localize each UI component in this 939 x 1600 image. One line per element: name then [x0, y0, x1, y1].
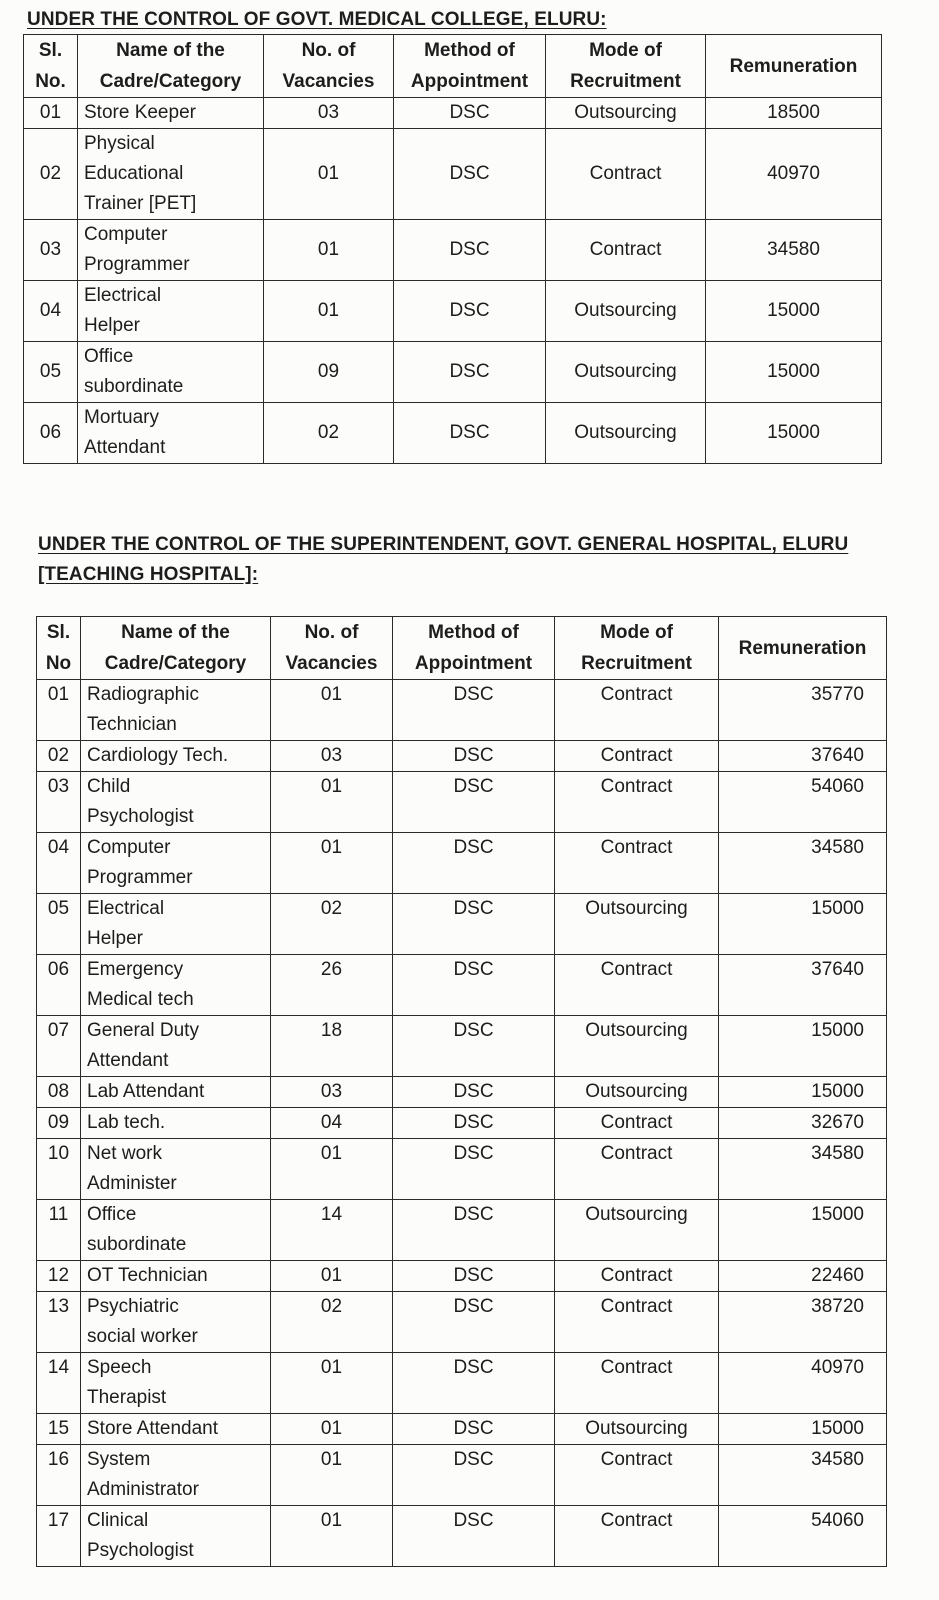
vacancies-cell: 03	[264, 98, 394, 129]
method-cell: DSC	[393, 1414, 555, 1445]
sl-cell: 13	[37, 1292, 81, 1353]
sl-cell: 15	[37, 1414, 81, 1445]
mode-cell: Outsourcing	[546, 403, 706, 464]
method-cell: DSC	[393, 1108, 555, 1139]
method-cell: DSC	[393, 741, 555, 772]
name-line: Emergency	[87, 959, 184, 980]
vacancies-cell: 02	[264, 403, 394, 464]
name-line: Administrator	[87, 1479, 199, 1500]
table-row	[37, 680, 887, 741]
table-row	[37, 1414, 887, 1445]
method-header-line: Method of	[428, 622, 519, 643]
sl-cell: 09	[37, 1108, 81, 1139]
name-line: subordinate	[84, 376, 184, 397]
remuneration-cell: 15000	[719, 894, 887, 955]
mode-header	[546, 35, 706, 98]
remuneration-cell: 15000	[719, 1200, 887, 1261]
name-line: Administer	[87, 1173, 177, 1194]
name-cell	[81, 1292, 271, 1353]
method-cell: DSC	[393, 1292, 555, 1353]
remuneration-cell: 37640	[719, 741, 887, 772]
remuneration-cell: 32670	[719, 1108, 887, 1139]
name-line: General Duty	[87, 1020, 199, 1041]
remuneration-cell: 38720	[719, 1292, 887, 1353]
remuneration-header	[706, 35, 882, 98]
table-row	[37, 1139, 887, 1200]
name-line: Psychologist	[87, 806, 194, 827]
vacancies-header	[271, 617, 393, 680]
vacancies-header-line: Vacancies	[285, 653, 378, 674]
name-header-line: Cadre/Category	[99, 71, 242, 92]
name-line: Lab Attendant	[87, 1081, 205, 1102]
name-line: Clinical	[87, 1510, 149, 1531]
mode-cell: Contract	[555, 955, 719, 1016]
name-cell	[81, 894, 271, 955]
method-cell: DSC	[393, 1506, 555, 1567]
vacancies-cell: 01	[264, 281, 394, 342]
sl-cell: 03	[37, 772, 81, 833]
name-line: Electrical	[87, 898, 165, 919]
mode-header-line: Mode of	[589, 40, 662, 61]
remuneration-cell: 15000	[706, 281, 882, 342]
vacancies-cell: 01	[264, 129, 394, 220]
name-line: Cardiology Tech.	[87, 745, 229, 766]
method-cell: DSC	[393, 1139, 555, 1200]
table-row	[37, 1016, 887, 1077]
name-line: Radiographic	[87, 684, 199, 705]
table-row	[24, 129, 882, 220]
mode-cell: Outsourcing	[546, 342, 706, 403]
mode-cell: Contract	[555, 741, 719, 772]
remuneration-header-text: Remuneration	[729, 55, 858, 77]
name-line: Attendant	[87, 1050, 169, 1071]
name-line: Technician	[87, 714, 177, 735]
vacancies-cell: 01	[264, 220, 394, 281]
table-row	[37, 772, 887, 833]
name-line: Lab tech.	[87, 1112, 166, 1133]
vacancies-header-line: No. of	[301, 40, 356, 61]
table-row	[37, 955, 887, 1016]
section2-heading-line2: [TEACHING HOSPITAL]:	[38, 564, 259, 585]
header-row	[37, 617, 887, 680]
method-cell: DSC	[394, 98, 546, 129]
name-line: Helper	[87, 928, 143, 949]
name-line: Office	[84, 346, 134, 367]
method-header	[393, 617, 555, 680]
mode-header-line: Recruitment	[581, 653, 692, 674]
vacancies-cell: 02	[271, 894, 393, 955]
name-cell	[78, 342, 264, 403]
name-line: social worker	[87, 1326, 198, 1347]
name-cell	[81, 1414, 271, 1445]
mode-cell: Outsourcing	[555, 1077, 719, 1108]
name-line: Psychologist	[87, 1540, 194, 1561]
vacancies-cell: 18	[271, 1016, 393, 1077]
sl-cell: 08	[37, 1077, 81, 1108]
section1-heading: UNDER THE CONTROL OF GOVT. MEDICAL COLLEGE, ELURU:	[27, 9, 607, 30]
name-cell	[78, 129, 264, 220]
name-cell	[78, 403, 264, 464]
name-cell	[78, 220, 264, 281]
method-cell: DSC	[393, 772, 555, 833]
remuneration-cell: 34580	[706, 220, 882, 281]
sl-cell: 01	[37, 680, 81, 741]
name-header-line: Name of the	[116, 40, 225, 61]
mode-cell: Contract	[555, 1445, 719, 1506]
sl-header	[37, 617, 81, 680]
name-cell	[78, 281, 264, 342]
name-line: Psychiatric	[87, 1296, 179, 1317]
method-cell: DSC	[393, 1445, 555, 1506]
sl-cell: 06	[37, 955, 81, 1016]
mode-cell: Contract	[555, 680, 719, 741]
name-line: Medical tech	[87, 989, 194, 1010]
table-row	[37, 1506, 887, 1567]
mode-cell: Outsourcing	[546, 98, 706, 129]
sl-cell: 16	[37, 1445, 81, 1506]
general-hospital-vacancy-table	[36, 616, 887, 1567]
table-row	[37, 894, 887, 955]
mode-cell: Outsourcing	[555, 1414, 719, 1445]
mode-cell: Contract	[555, 1353, 719, 1414]
name-line: Child	[87, 776, 131, 797]
vacancies-cell: 01	[271, 1506, 393, 1567]
medical-college-vacancy-table	[23, 34, 882, 464]
remuneration-cell: 34580	[719, 1445, 887, 1506]
sl-cell: 06	[24, 403, 78, 464]
remuneration-cell: 15000	[706, 403, 882, 464]
method-cell: DSC	[393, 680, 555, 741]
name-line: Programmer	[84, 254, 190, 275]
vacancies-cell: 01	[271, 680, 393, 741]
vacancies-cell: 01	[271, 772, 393, 833]
remuneration-cell: 40970	[719, 1353, 887, 1414]
mode-cell: Outsourcing	[555, 894, 719, 955]
mode-header	[555, 617, 719, 680]
remuneration-cell: 15000	[719, 1016, 887, 1077]
name-line: Physical	[84, 133, 155, 154]
name-header-line: Name of the	[121, 622, 230, 643]
sl-cell: 17	[37, 1506, 81, 1567]
name-line: Educational	[84, 163, 184, 184]
section2-heading	[38, 530, 848, 590]
method-cell: DSC	[393, 1353, 555, 1414]
remuneration-header	[719, 617, 887, 680]
remuneration-cell: 15000	[719, 1414, 887, 1445]
name-line: Helper	[84, 315, 140, 336]
table-row	[37, 1292, 887, 1353]
name-cell	[81, 1353, 271, 1414]
remuneration-cell: 40970	[706, 129, 882, 220]
table-row	[37, 1445, 887, 1506]
table-row	[37, 833, 887, 894]
table-row	[24, 98, 882, 129]
mode-cell: Contract	[546, 220, 706, 281]
name-cell	[81, 1077, 271, 1108]
sl-cell: 07	[37, 1016, 81, 1077]
mode-cell: Contract	[555, 772, 719, 833]
remuneration-cell: 18500	[706, 98, 882, 129]
sl-cell: 02	[37, 741, 81, 772]
name-line: System	[87, 1449, 151, 1470]
method-cell: DSC	[393, 1200, 555, 1261]
remuneration-cell: 54060	[719, 772, 887, 833]
table-row	[24, 403, 882, 464]
remuneration-cell: 15000	[719, 1077, 887, 1108]
vacancies-cell: 02	[271, 1292, 393, 1353]
mode-cell: Contract	[555, 1261, 719, 1292]
mode-cell: Outsourcing	[555, 1200, 719, 1261]
remuneration-cell: 15000	[706, 342, 882, 403]
name-header	[78, 35, 264, 98]
sl-header-line: No	[45, 653, 72, 674]
remuneration-header-text: Remuneration	[738, 637, 867, 659]
table-row	[24, 220, 882, 281]
name-line: Trainer [PET]	[84, 193, 197, 214]
table-row	[37, 1261, 887, 1292]
remuneration-cell: 37640	[719, 955, 887, 1016]
mode-cell: Contract	[555, 1506, 719, 1567]
section2-heading-line1: UNDER THE CONTROL OF THE SUPERINTENDENT, GOVT. GENERAL HOSPITAL, ELURU	[38, 534, 849, 555]
name-line: subordinate	[87, 1234, 187, 1255]
name-cell	[81, 1445, 271, 1506]
name-cell	[81, 1261, 271, 1292]
sl-cell: 05	[37, 894, 81, 955]
method-cell: DSC	[393, 1016, 555, 1077]
sl-cell: 12	[37, 1261, 81, 1292]
remuneration-cell: 22460	[719, 1261, 887, 1292]
sl-header-line: No.	[35, 71, 66, 92]
table-row	[37, 1077, 887, 1108]
name-line: Speech	[87, 1357, 152, 1378]
method-cell: DSC	[393, 833, 555, 894]
method-cell: DSC	[393, 1261, 555, 1292]
table-row	[24, 281, 882, 342]
name-line: Store Attendant	[87, 1418, 218, 1439]
table-row	[37, 1353, 887, 1414]
remuneration-cell: 34580	[719, 1139, 887, 1200]
mode-cell: Contract	[555, 833, 719, 894]
name-line: Electrical	[84, 285, 162, 306]
mode-header-line: Recruitment	[570, 71, 681, 92]
name-line: Net work	[87, 1143, 162, 1164]
vacancies-cell: 26	[271, 955, 393, 1016]
name-cell	[81, 1139, 271, 1200]
name-line: Attendant	[84, 437, 166, 458]
sl-cell: 04	[37, 833, 81, 894]
mode-cell: Outsourcing	[555, 1016, 719, 1077]
sl-cell: 03	[24, 220, 78, 281]
vacancies-cell: 01	[271, 1261, 393, 1292]
vacancies-cell: 01	[271, 833, 393, 894]
name-cell	[81, 1016, 271, 1077]
remuneration-cell: 54060	[719, 1506, 887, 1567]
method-cell: DSC	[394, 403, 546, 464]
vacancies-cell: 03	[271, 1077, 393, 1108]
table-row	[24, 342, 882, 403]
method-header-line: Appointment	[410, 71, 529, 92]
sl-cell: 14	[37, 1353, 81, 1414]
method-cell: DSC	[394, 342, 546, 403]
mode-cell: Contract	[555, 1292, 719, 1353]
vacancies-cell: 04	[271, 1108, 393, 1139]
name-cell	[81, 955, 271, 1016]
vacancies-header	[264, 35, 394, 98]
sl-cell: 10	[37, 1139, 81, 1200]
name-cell	[81, 1506, 271, 1567]
name-cell	[81, 741, 271, 772]
method-cell: DSC	[394, 220, 546, 281]
sl-cell: 11	[37, 1200, 81, 1261]
vacancies-cell: 01	[271, 1445, 393, 1506]
method-cell: DSC	[394, 129, 546, 220]
method-cell: DSC	[393, 894, 555, 955]
name-cell	[81, 1200, 271, 1261]
method-cell: DSC	[393, 955, 555, 1016]
method-header-line: Appointment	[414, 653, 533, 674]
name-cell	[81, 1108, 271, 1139]
table-row	[37, 741, 887, 772]
mode-header-line: Mode of	[600, 622, 673, 643]
name-cell	[81, 833, 271, 894]
remuneration-cell: 35770	[719, 680, 887, 741]
name-line: Office	[87, 1204, 137, 1225]
name-cell	[81, 772, 271, 833]
name-line: OT Technician	[87, 1265, 208, 1286]
sl-header-line: Sl.	[38, 40, 63, 61]
sl-header	[24, 35, 78, 98]
remuneration-cell: 34580	[719, 833, 887, 894]
method-header	[394, 35, 546, 98]
name-line: Therapist	[87, 1387, 167, 1408]
sl-cell: 01	[24, 98, 78, 129]
vacancies-cell: 01	[271, 1414, 393, 1445]
vacancies-cell: 09	[264, 342, 394, 403]
name-line: Mortuary	[84, 407, 159, 428]
method-header-line: Method of	[424, 40, 515, 61]
table-row	[37, 1108, 887, 1139]
vacancies-cell: 14	[271, 1200, 393, 1261]
name-line: Computer	[87, 837, 171, 858]
method-cell: DSC	[393, 1077, 555, 1108]
mode-cell: Contract	[546, 129, 706, 220]
vacancies-cell: 01	[271, 1353, 393, 1414]
vacancies-cell: 03	[271, 741, 393, 772]
vacancies-header-line: No. of	[304, 622, 359, 643]
sl-cell: 04	[24, 281, 78, 342]
header-row	[24, 35, 882, 98]
sl-header-line: Sl.	[46, 622, 71, 643]
name-line: Programmer	[87, 867, 193, 888]
name-cell	[78, 98, 264, 129]
name-line: Store Keeper	[84, 102, 196, 123]
name-header-line: Cadre/Category	[104, 653, 247, 674]
method-cell: DSC	[394, 281, 546, 342]
mode-cell: Outsourcing	[546, 281, 706, 342]
name-header	[81, 617, 271, 680]
sl-cell: 05	[24, 342, 78, 403]
sl-cell: 02	[24, 129, 78, 220]
mode-cell: Contract	[555, 1139, 719, 1200]
vacancies-cell: 01	[271, 1139, 393, 1200]
name-line: Computer	[84, 224, 168, 245]
vacancies-header-line: Vacancies	[282, 71, 375, 92]
table-row	[37, 1200, 887, 1261]
mode-cell: Contract	[555, 1108, 719, 1139]
name-cell	[81, 680, 271, 741]
